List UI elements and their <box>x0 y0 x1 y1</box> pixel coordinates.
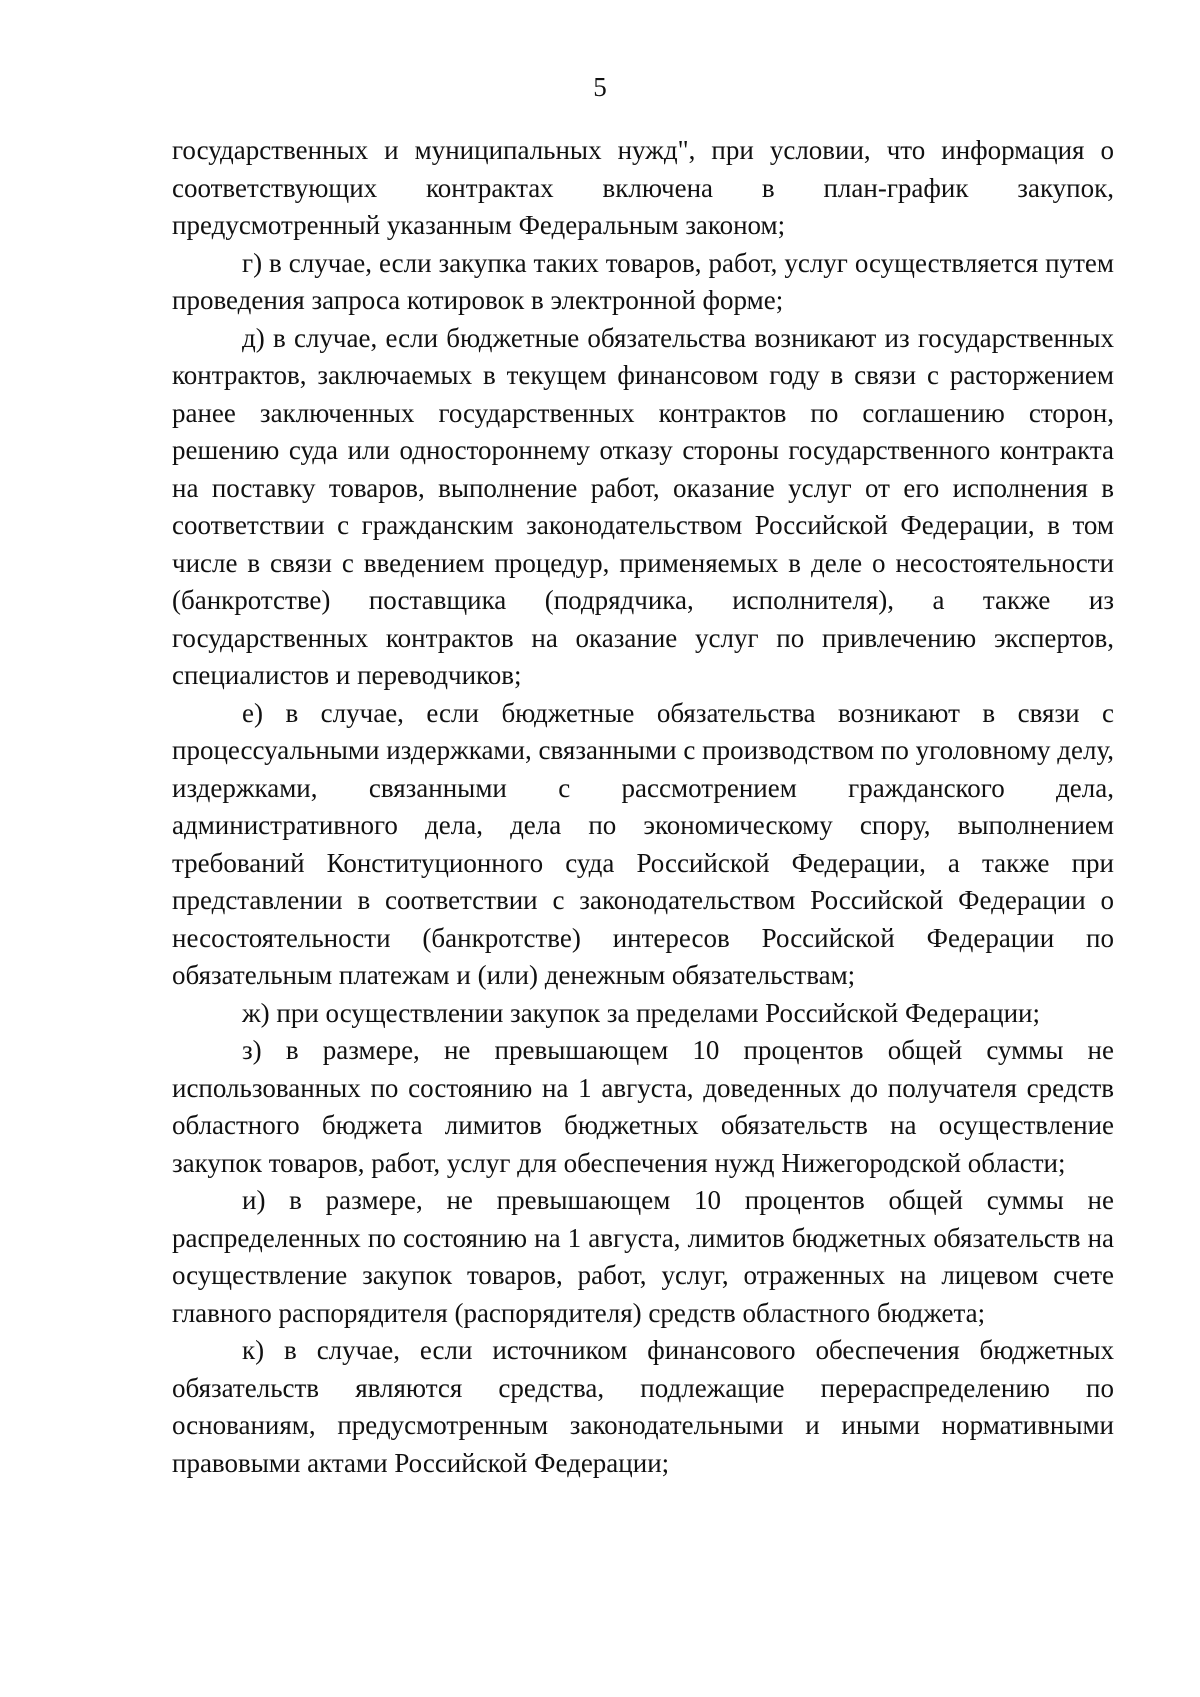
page-number: 5 <box>593 72 607 102</box>
paragraph-item-i: и) в размере, не превышающем 10 процентов общей суммы не распределенных по состоянию на 1 августа, лимитов бюджетных обязательств на осуществление закупок товаров, работ, услуг, отраженных на лицевом счете главного распорядителя (распорядителя) средств областного бюджета; <box>172 1185 1114 1328</box>
paragraph-item-g: г) в случае, если закупка таких товаров, работ, услуг осуществляется путем проведения запроса котировок в электронной форме; <box>172 247 1114 315</box>
paragraph-item-d: д) в случае, если бюджетные обязательства возникают из государственных контрактов, заключаемых в текущем финансовом году в связи с расторжением ранее заключенных государственных контрактов по соглашению сторон, решению суда или одностороннему отказу стороны государственного контракта на поставку товаров, выполнение работ, оказание услуг от его исполнения в соответствии с гражданским законодательством Российской Федерации, в том числе в связи с введением процедур, применяемых в деле о несостоятельности (банкротстве) поставщика (подрядчика, исполнителя), а также из государственных контрактов на оказание услуг по привлечению экспертов, специалистов и переводчиков; <box>172 322 1114 690</box>
paragraph-item-e: е) в случае, если бюджетные обязательства возникают в связи с процессуальными издержками, связанными с производством по уголовному делу, издержками, связанными с рассмотрением гражданского дела, административного дела, дела по экономическому спору, выполнением требований Конституционного суда Российской Федерации, а также при представлении в соответствии с законодательством Российской Федерации о несостоятельности (банкротстве) интересов Российской Федерации по обязательным платежам и (или) денежным обязательствам; <box>172 697 1114 990</box>
paragraph-item-k: к) в случае, если источником финансового обеспечения бюджетных обязательств являются средства, подлежащие перераспределению по основаниям, предусмотренным законодательными и иными нормативными правовыми актами Российской Федерации; <box>172 1335 1114 1478</box>
paragraph-item-zh: ж) при осуществлении закупок за пределами Российской Федерации; <box>242 997 1040 1028</box>
document-body <box>172 132 1114 1482</box>
paragraph-continuation: государственных и муниципальных нужд", при условии, что информация о соответствующих контрактах включена в план-график закупок, предусмотренный указанным Федеральным законом; <box>172 135 1114 240</box>
paragraph-item-z: з) в размере, не превышающем 10 процентов общей суммы не использованных по состоянию на 1 августа, доведенных до получателя средств областного бюджета лимитов бюджетных обязательств на осуществление закупок товаров, работ, услуг для обеспечения нужд Нижегородской области; <box>172 1035 1114 1178</box>
